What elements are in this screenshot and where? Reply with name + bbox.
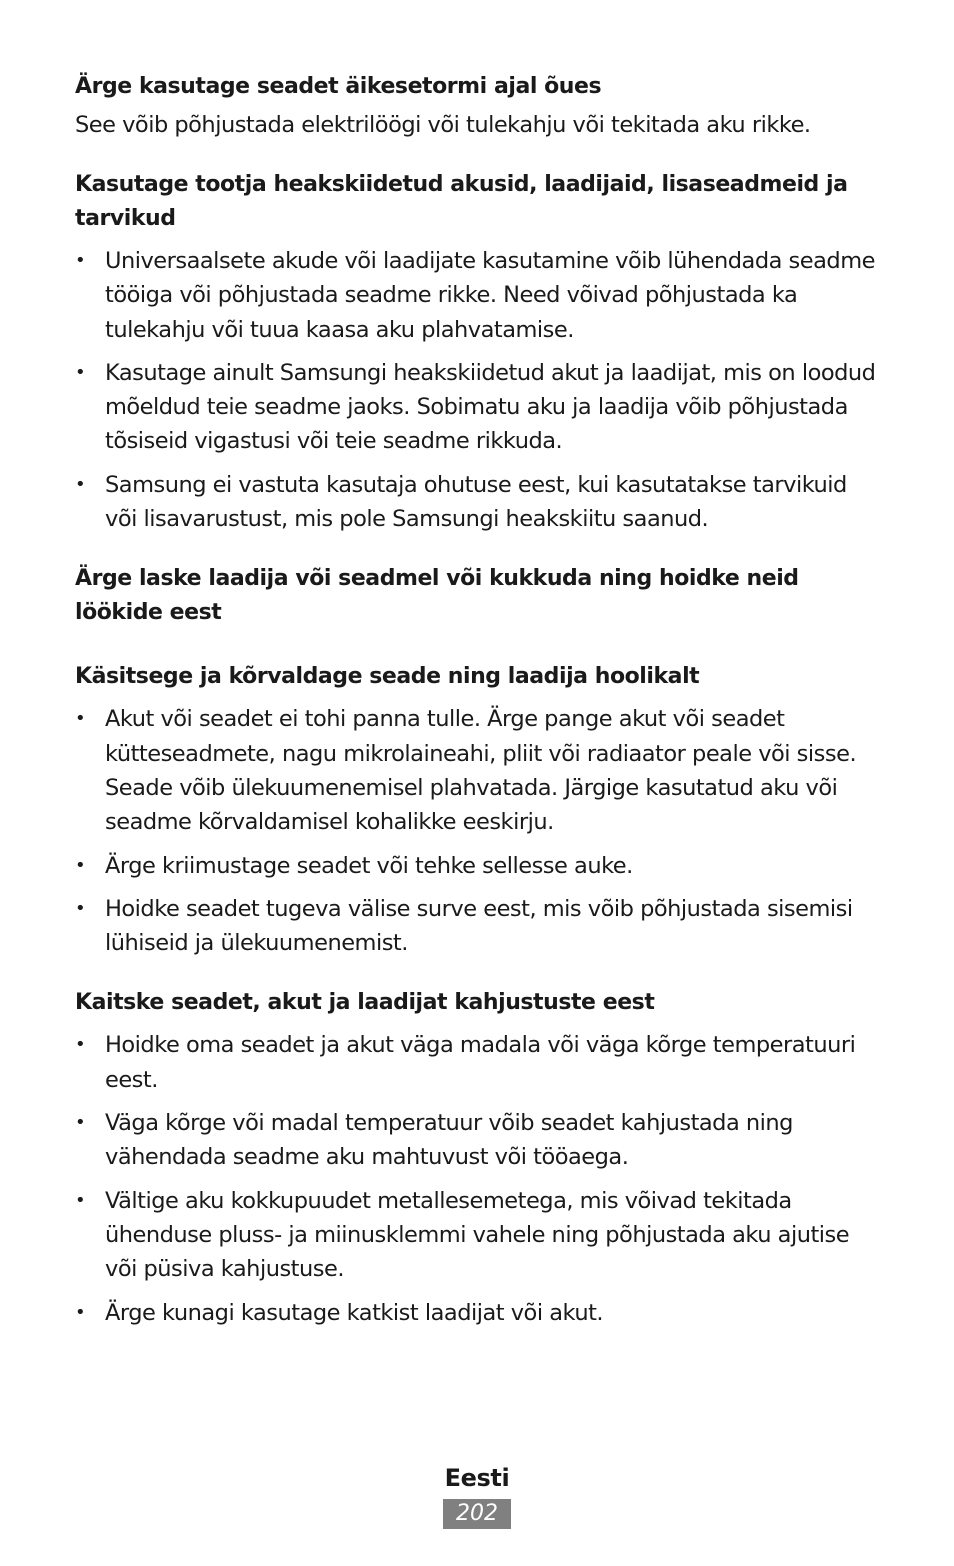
section-handling-disposal <box>75 660 880 960</box>
section-heading: Ärge laske laadija või seadmel või kukkuda ning hoidke neid löökide eest <box>75 566 799 626</box>
footer-language: Eesti <box>444 1464 510 1492</box>
bullet-item: • Ärge kriimustage seadet või tehke sellesse auke. <box>75 849 880 883</box>
section-approved-accessories <box>75 168 880 536</box>
section-heading: Käsitsege ja kõrvaldage seade ning laadija hoolikalt <box>75 664 700 690</box>
bullet-list <box>75 1028 880 1329</box>
bullet-item: • Kasutage ainult Samsungi heakskiidetud akut ja laadijat, mis on loodud mõeldud teie seadme jaoks. Sobimatu aku ja laadija võib põhjustada tõsiseid vigastusi või teie seadme rikkuda. <box>75 356 880 459</box>
bullet-item: • Akut või seadet ei tohi panna tulle. Ärge pange akut või seadet kütteseadmete, nagu mikrolaineahi, pliit või radiaator peale või sisse. Seade võib ülekuumenemisel plahvatada. Järgige kasutatud aku või seadme kõrvaldamisel kohalikke eeskirju. <box>75 702 880 839</box>
bullet-item: • Samsung ei vastuta kasutaja ohutuse eest, kui kasutatakse tarvikuid või lisavarustust, mis pole Samsungi heakskiitu saanud. <box>75 468 880 537</box>
section-damage-protection <box>75 986 880 1329</box>
document-body <box>75 70 880 1356</box>
bullet-item: • Hoidke seadet tugeva välise surve eest, mis võib põhjustada sisemisi lühiseid ja ülekuumenemist. <box>75 892 880 961</box>
section-heading: Kaitske seadet, akut ja laadijat kahjustuste eest <box>75 990 655 1016</box>
section-thunderstorm <box>75 70 880 142</box>
section-drop-protection <box>75 562 880 630</box>
bullet-item: • Väga kõrge või madal temperatuur võib seadet kahjustada ning vähendada seadme aku mahtuvust või tööaega. <box>75 1106 880 1175</box>
bullet-item: • Ärge kunagi kasutage katkist laadijat või akut. <box>75 1296 880 1330</box>
bullet-item: • Vältige aku kokkupuudet metallesemetega, mis võivad tekitada ühenduse pluss- ja miinusklemmi vahele ning põhjustada aku ajutise või püsiva kahjustuse. <box>75 1184 880 1287</box>
section-heading: Kasutage tootja heakskiidetud akusid, laadijaid, lisaseadmeid ja tarvikud <box>75 172 848 231</box>
bullet-item: • Hoidke oma seadet ja akut väga madala või väga kõrge temperatuuri eest. <box>75 1028 880 1097</box>
bullet-list <box>75 244 880 536</box>
bullet-item: • Universaalsete akude või laadijate kasutamine võib lühendada seadme tööiga või põhjustada seadme rikke. Need võivad põhjustada ka tulekahju või tuua kaasa aku plahvatamise. <box>75 244 880 347</box>
page-footer <box>0 1461 954 1529</box>
bullet-list <box>75 702 880 960</box>
section-heading: Ärge kasutage seadet äikesetormi ajal õues <box>75 74 602 99</box>
page-number: 202 <box>443 1499 511 1529</box>
section-paragraph: See võib põhjustada elektrilöögi või tulekahju või tekitada aku rikke. <box>75 112 811 138</box>
